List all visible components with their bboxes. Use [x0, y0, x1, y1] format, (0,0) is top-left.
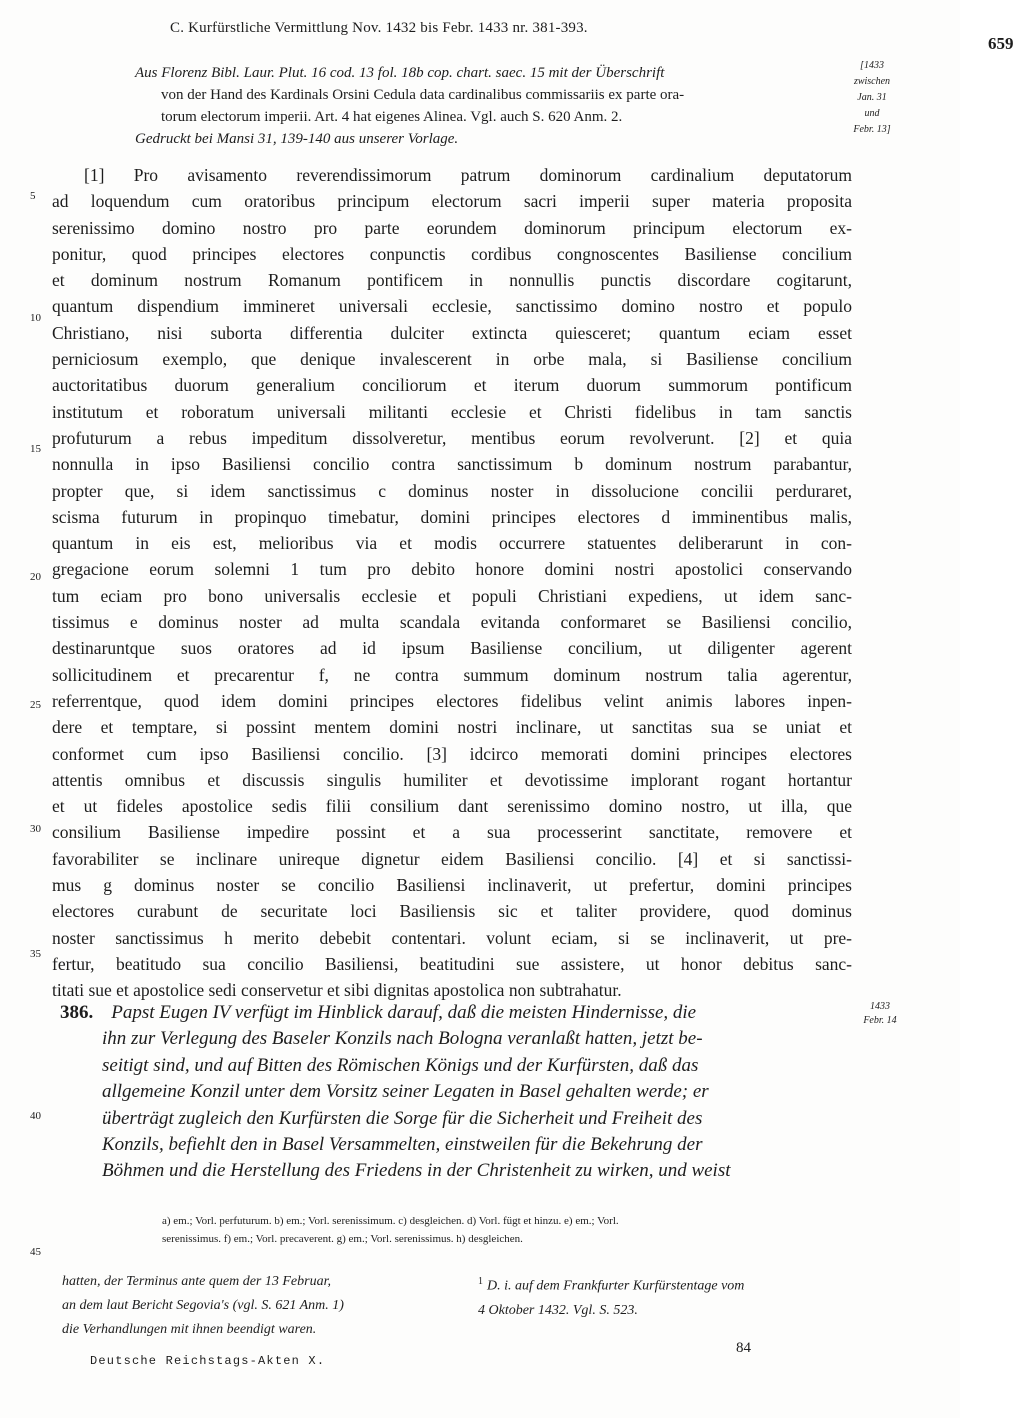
footnote-marker: 1: [478, 1276, 483, 1287]
regest-line: überträgt zugleich den Kurfürsten die Sorge für die Sicherheit und Freiheit des: [102, 1107, 703, 1129]
body-line: nonnulla in ipso Basiliensi concilio contra sanctissimum b dominum nostrum parabantur,: [52, 454, 852, 475]
body-line: serenissimo domino nostro pro parte eorundem dominorum principum electorum ex-: [52, 217, 852, 238]
source-note-line: Gedruckt bei Mansi 31, 139-140 aus unserer Vorlage.: [135, 131, 459, 147]
body-line: referrentque, quod idem domini principes electores fidelibus velint animis labores inpen-: [52, 690, 852, 711]
body-line: consilium Basiliense impedire possint et a sua processerint sanctitate, removere et: [52, 822, 852, 843]
body-line: et ut fideles apostolice sedis filii consilium dant serenissimo domino nostro, ut illa, que: [52, 796, 852, 817]
running-header-title: C. Kurfürstliche Vermittlung Nov. 1432 bis Febr. 1433 nr. 381-393.: [170, 20, 588, 36]
variant-note-line: a) em.; Vorl. perfuturum. b) em.; Vorl. serenissimum. c) desgleichen. d) Vorl. fügt et hinzu. e) em.; Vorl.: [162, 1215, 619, 1227]
body-line: noster sanctissimus h merito debebit contentari. volunt eciam, si se inclinaverit, ut pre-: [52, 927, 852, 948]
body-line: auctoritatibus duorum generalium conciliorum et iterum duorum summorum pontificum: [52, 375, 852, 396]
regest-line: Böhmen und die Herstellung des Friedens in der Christenheit zu wirken, und weist: [102, 1160, 731, 1182]
regest-line: [60, 1000, 850, 1026]
regest-date: [855, 1000, 905, 1028]
body-line: ad loquendum cum oratoribus principum electorum sacri imperii super materia proposita: [52, 191, 852, 212]
source-note-line: von der Hand des Kardinals Orsini Cedula data cardinalibus commissariis ex parte ora-: [161, 87, 685, 103]
footnote-text: D. i. auf dem Frankfurter Kurfürstentage vom: [487, 1278, 745, 1294]
line-number: 10: [30, 312, 41, 324]
line-number: 40: [30, 1110, 41, 1122]
margin-date-line: zwischen: [853, 76, 891, 87]
body-line: quantum in eis est, melioribus via et modis occurrere statuentes deliberarunt in con-: [52, 533, 852, 554]
body-line: Christiano, nisi suborta differentia dulciter extincta quiesceret; quantum eciam esset: [52, 322, 852, 343]
body-line: sollicitudinem et precarentur f, ne contra summum dominum nostrum talia agerentur,: [52, 664, 852, 685]
margin-date-line: [1433: [860, 60, 884, 71]
body-line: propter que, si idem sanctissimus c dominus noster in dissolucione concilii perduraret,: [52, 480, 852, 501]
body-line: tum eciam pro bono universalis ecclesie et populi Christiani expediens, ut idem sanc-: [52, 585, 852, 606]
body-line: gregacione eorum solemni 1 tum pro debito honore domini nostri apostolici conservando: [52, 559, 852, 580]
regest-date-line: 1433: [870, 1001, 890, 1012]
line-number: 45: [30, 1246, 41, 1258]
sheet-number: 84: [736, 1340, 751, 1356]
line-number: 15: [30, 443, 41, 455]
regest-number: 386.: [60, 1002, 94, 1023]
regest-386: [60, 1000, 850, 1185]
source-note-line: Aus Florenz Bibl. Laur. Plut. 16 cod. 13 fol. 18b cop. chart. saec. 15 mit der Überschrift: [135, 65, 665, 81]
page-number: 659: [988, 34, 1014, 53]
regest-line: Konzils, befiehlt den in Basel Versammelten, einstweilen für die Bekehrung der: [102, 1134, 703, 1156]
body-line: destinaruntque suos oratores ad id ipsum Basiliense concilium, ut diligenter agerent: [52, 638, 852, 659]
body-line: titati sue et apostolice sedi conservetur et sibi dignitas apostolica non subtrahatur.: [52, 980, 622, 1001]
body-line: institutum et roboratum universali militanti ecclesie et Christi fidelibus in tam sanctis: [52, 401, 852, 422]
printer-signature: Deutsche Reichstags-Akten X.: [90, 1354, 326, 1368]
body-line: perniciosum exemplo, que denique invalescerent in orbe mala, si Basiliense concilium: [52, 349, 852, 370]
footnote-line: [478, 1270, 858, 1299]
regest-line: seitigt sind, und auf Bitten des Römischen Königs und der Kurfürsten, daß das: [102, 1054, 699, 1076]
line-number: 30: [30, 823, 41, 835]
footnote-line: hatten, der Terminus ante quem der 13 Februar,: [62, 1274, 331, 1289]
body-line: scisma futurum in propinquo timebatur, domini principes electores d imminentibus malis,: [52, 506, 852, 527]
footnote-line: an dem laut Bericht Segovia's (vgl. S. 621 Anm. 1): [62, 1298, 344, 1313]
margin-date-line: und: [864, 108, 880, 119]
line-number: 5: [30, 190, 36, 202]
body-line: attentis omnibus et discussis singulis humiliter et devotissime implorant rogant hortantur: [52, 769, 852, 790]
regest-text: Papst Eugen IV verfügt im Hinblick darauf, daß die meisten Hindernisse, die: [111, 1002, 697, 1023]
regest-date-line: Febr. 14: [863, 1015, 897, 1026]
body-line: conformet cum ipso Basiliensi concilio. [3] idcirco memorati domini principes electores: [52, 743, 852, 764]
body-line: tissimus e dominus noster ad multa scandala evitanda conformaret se Basiliensi concilio,: [52, 612, 852, 633]
regest-line: allgemeine Konzil unter dem Vorsitz seiner Legaten in Basel gehalten werde; er: [102, 1081, 709, 1103]
body-line: profuturum a rebus impeditum dissolveretur, mentibus eorum revolverunt. [2] et quia: [52, 427, 852, 448]
margin-date-line: Jan. 31: [857, 92, 887, 103]
footnote-continuation: [62, 1270, 392, 1342]
footnote-line: die Verhandlungen mit ihnen beendigt waren.: [62, 1322, 317, 1337]
body-line: et dominum nostrum Romanum pontificem in nonnullis punctis discordare cogitarunt,: [52, 270, 852, 291]
source-note-line: torum electorum imperii. Art. 4 hat eigenes Alinea. Vgl. auch S. 620 Anm. 2.: [161, 109, 623, 125]
footnote-1: [478, 1270, 858, 1323]
regest-line: ihn zur Verlegung des Baseler Konzils nach Bologna veranlaßt hatten, jetzt be-: [102, 1028, 703, 1050]
variant-notes: [162, 1212, 852, 1248]
margin-date: [842, 58, 902, 138]
body-line: quantum dispendium immineret universali ecclesie, sanctissimo domino nostro et populo: [52, 296, 852, 317]
line-number: 25: [30, 699, 41, 711]
margin-date-line: Febr. 13]: [853, 124, 891, 135]
source-note: [135, 62, 830, 150]
body-line: favorabiliter se inclinare unireque dignetur eidem Basiliensi concilio. [4] et si sanctissi-: [52, 848, 852, 869]
line-number: 35: [30, 948, 41, 960]
body-line: [1] Pro avisamento reverendissimorum patrum dominorum cardinalium deputatorum: [84, 165, 852, 185]
footnote-line: 4 Oktober 1432. Vgl. S. 523.: [478, 1302, 638, 1318]
body-line: dere et temptare, si possint mentem domini nostri inclinare, ut sanctitas sua se uniat et: [52, 717, 852, 738]
body-line: fertur, beatitudo sua concilio Basiliensi, beatitudini sue assistere, ut honor debitus sanc-: [52, 953, 852, 974]
body-line: electores curabunt de securitate loci Basiliensis sic et taliter providere, quod dominus: [52, 901, 852, 922]
variant-note-line: serenissimus. f) em.; Vorl. precaverent. g) em.; Vorl. serenissimus. h) desgleichen.: [162, 1233, 523, 1245]
body-line: mus g dominus noster se concilio Basiliensi inclinaverit, ut prefertur, domini principes: [52, 875, 852, 896]
body-line: ponitur, quod principes electores conpunctis cordibus congnoscentes Basiliense concilium: [52, 243, 852, 264]
document-body: [52, 162, 852, 1004]
line-number: 20: [30, 571, 41, 583]
